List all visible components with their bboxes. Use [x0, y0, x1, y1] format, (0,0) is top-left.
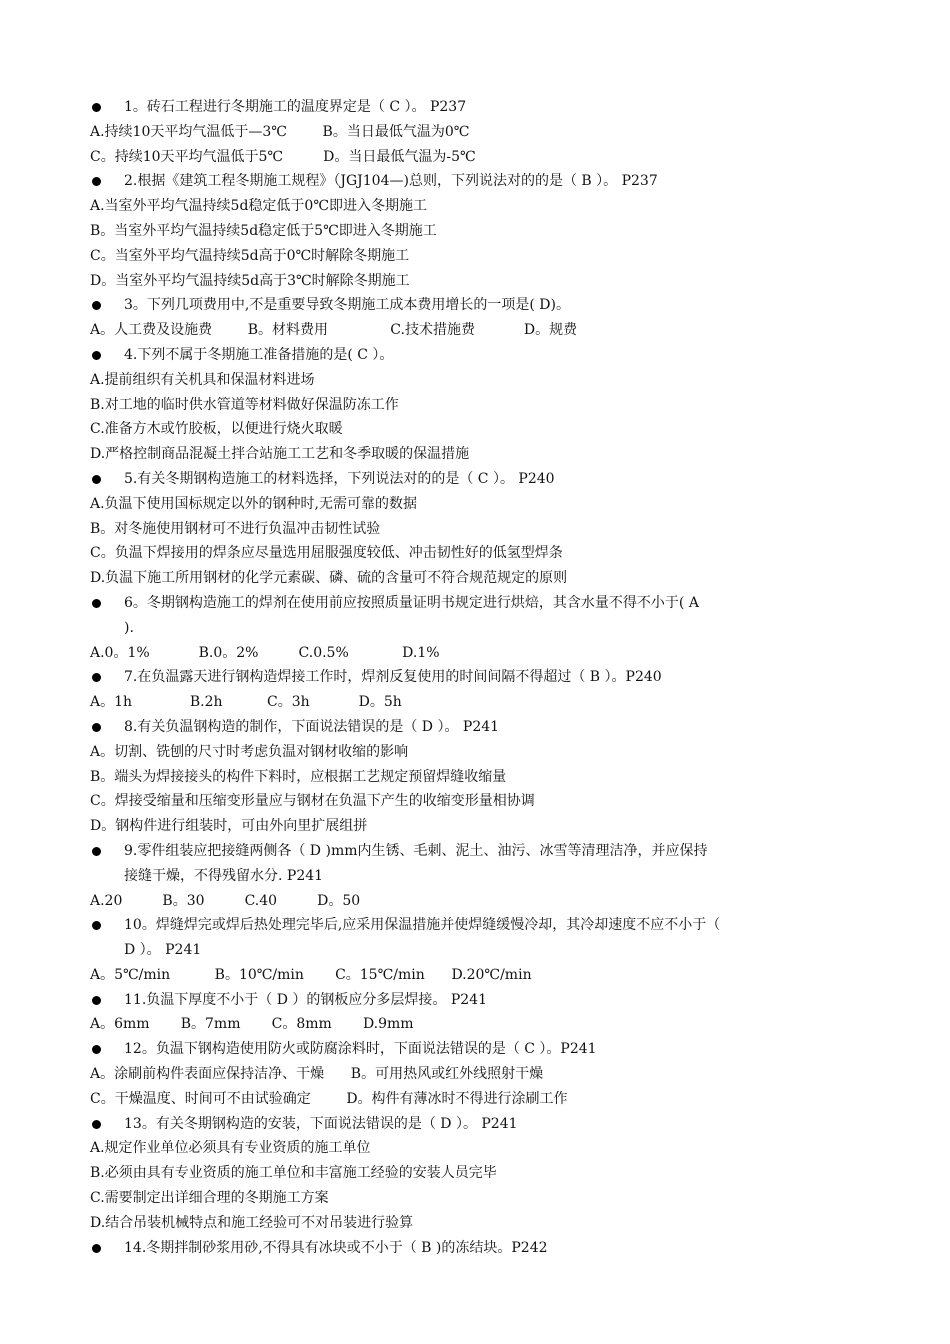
- bullet-icon: [92, 921, 101, 930]
- option-line: B.对工地的临时供水管道等材料做好保温防冻工作: [90, 396, 399, 413]
- option-line: D.结合吊装机械特点和施工经验可不对吊装进行验算: [90, 1214, 414, 1231]
- question-text: 3。下列几项费用中,不是重要导致冬期施工成本费用增长的一项是( D)。: [124, 297, 570, 314]
- option-line: C.准备方木或竹胶板，以便进行烧火取暖: [90, 421, 343, 438]
- option-line: A.持续10天平均气温低于—3℃ B。当日最低气温为0℃: [90, 123, 470, 140]
- option-line: A。人工费及设施费 B。材料费用 C.技术措施费 D。规费: [90, 322, 578, 339]
- option-line: A.负温下使用国标规定以外的钢种时,无需可靠的数据: [90, 495, 418, 512]
- option-line: A.当室外平均气温持续5d稳定低于0℃即进入冬期施工: [90, 198, 427, 215]
- bullet-icon: [92, 475, 101, 484]
- bullet-icon: [92, 847, 101, 856]
- option-line: D.负温下施工所用钢材的化学元素碳、磷、硫的含量可不符合规范规定的原则: [90, 570, 568, 587]
- question-line: [90, 293, 860, 318]
- option-line: C.需要制定出详细合理的冬期施工方案: [90, 1190, 329, 1207]
- option-line: C。当室外平均气温持续5d高于0℃时解除冬期施工: [90, 247, 410, 264]
- question-text: 11.负温下厚度不小于（ D ）的钢板应分多层焊接。 P241: [124, 991, 487, 1008]
- option-line: B。对冬施使用钢材可不进行负温冲击韧性试验: [90, 520, 381, 537]
- document-body: [90, 95, 860, 1260]
- question-line: [90, 467, 860, 492]
- question-continuation: D ）。 P241: [124, 942, 202, 959]
- question-text: 12。负温下钢构造使用防火或防腐涂料时，下面说法错误的是（ C ）。P241: [124, 1041, 597, 1058]
- question-continuation: 接缝干燥，不得残留水分. P241: [124, 867, 324, 884]
- option-line: A.规定作业单位必须具有专业资质的施工单位: [90, 1140, 371, 1157]
- bullet-icon: [92, 301, 101, 310]
- option-line: A。5℃/min B。10℃/min C。15℃/min D.20℃/min: [90, 966, 532, 983]
- option-line: C。持续10天平均气温低于5℃ D。当日最低气温为-5℃: [90, 148, 476, 165]
- question-line: [90, 95, 860, 120]
- option-line: B。端头为焊接接头的构件下料时，应根据工艺规定预留焊缝收缩量: [90, 768, 507, 785]
- question-line: [90, 839, 860, 864]
- option-line: D。钢构件进行组装时，可由外向里扩展组拼: [90, 818, 368, 835]
- question-line: [90, 988, 860, 1013]
- question-text: 5.有关冬期钢构造施工的材料选择，下列说法对的的是（ C ）。 P240: [124, 470, 555, 487]
- question-text: 7.在负温露天进行钢构造焊接工作时，焊剂反复使用的时间间隔不得超过（ B ）。P240: [124, 669, 662, 686]
- option-line: C。负温下焊接用的焊条应尽量选用屈服强度较低、冲击韧性好的低氢型焊条: [90, 545, 563, 562]
- question-line: [90, 913, 860, 938]
- bullet-icon: [92, 996, 101, 1005]
- bullet-icon: [92, 673, 101, 682]
- bullet-icon: [92, 351, 101, 360]
- option-line: D。当室外平均气温持续5d高于3℃时解除冬期施工: [90, 272, 410, 289]
- question-line: [90, 715, 860, 740]
- option-line: A。涂刷前构件表面应保持洁净、干燥 B。可用热风或红外线照射干燥: [90, 1066, 544, 1083]
- bullet-icon: [92, 599, 101, 608]
- question-text: 9.零件组装应把接缝两侧各（ D )mm内生锈、毛刺、泥土、油污、冰雪等清理洁净，并应保持: [124, 842, 708, 859]
- question-line: [90, 169, 860, 194]
- option-line: C。干燥温度、时间可不由试验确定 D。构件有薄冰时不得进行涂刷工作: [90, 1090, 568, 1107]
- bullet-icon: [92, 1120, 101, 1129]
- question-text: 4.下列不属于冬期施工准备措施的是( C ）。: [124, 346, 394, 363]
- question-text: 10。焊缝焊完或焊后热处理完毕后,应采用保温措施并使焊缝缓慢冷却，其冷却速度不应不小于（: [124, 917, 721, 934]
- option-line: A.20 B。30 C.40 D。50: [90, 892, 361, 909]
- bullet-icon: [92, 1045, 101, 1054]
- option-line: B.必须由具有专业资质的施工单位和丰富施工经验的安装人员完毕: [90, 1165, 497, 1182]
- bullet-icon: [92, 723, 101, 732]
- question-text: 8.有关负温钢构造的制作，下面说法错误的是（ D ）。 P241: [124, 718, 500, 735]
- question-line: [90, 591, 860, 616]
- question-line: [90, 1236, 860, 1261]
- question-line: [90, 665, 860, 690]
- question-text: 6。冬期钢构造施工的焊剂在使用前应按照质量证明书规定进行烘焙，其含水量不得不小于( A: [124, 594, 699, 611]
- question-line: [90, 1112, 860, 1137]
- option-line: A。6mm B。7mm C。8mm D.9mm: [90, 1016, 414, 1033]
- option-line: C。焊接受缩量和压缩变形量应与钢材在负温下产生的收缩变形量相协调: [90, 793, 535, 810]
- option-line: A。切割、铣刨的尺寸时考虑负温对钢材收缩的影响: [90, 743, 409, 760]
- question-text: 1。砖石工程进行冬期施工的温度界定是（ C ）。 P237: [124, 99, 467, 115]
- bullet-icon: [92, 177, 101, 186]
- option-line: D.严格控制商品混凝土拌合站施工工艺和冬季取暖的保温措施: [90, 446, 470, 463]
- question-continuation: ).: [124, 619, 134, 636]
- option-line: B。当室外平均气温持续5d稳定低于5℃即进入冬期施工: [90, 222, 437, 239]
- question-text: 2.根据《建筑工程冬期施工规程》（JGJ104—)总则，下列说法对的的是（ B ）。 P237: [124, 173, 658, 190]
- option-line: A.提前组织有关机具和保温材料进场: [90, 371, 315, 388]
- question-line: [90, 1037, 860, 1062]
- bullet-icon: [92, 1244, 101, 1253]
- question-text: 13。有关冬期钢构造的安装，下面说法错误的是（ D ）。 P241: [124, 1115, 518, 1132]
- question-text: 14.冬期拌制砂浆用砂,不得具有冰块或不小于（ B )的冻结块。P242: [124, 1239, 548, 1256]
- option-line: A.0。1% B.0。2% C.0.5% D.1%: [90, 644, 440, 661]
- question-line: [90, 343, 860, 368]
- bullet-icon: [92, 103, 101, 112]
- option-line: A。1h B.2h C。3h D。5h: [90, 694, 402, 711]
